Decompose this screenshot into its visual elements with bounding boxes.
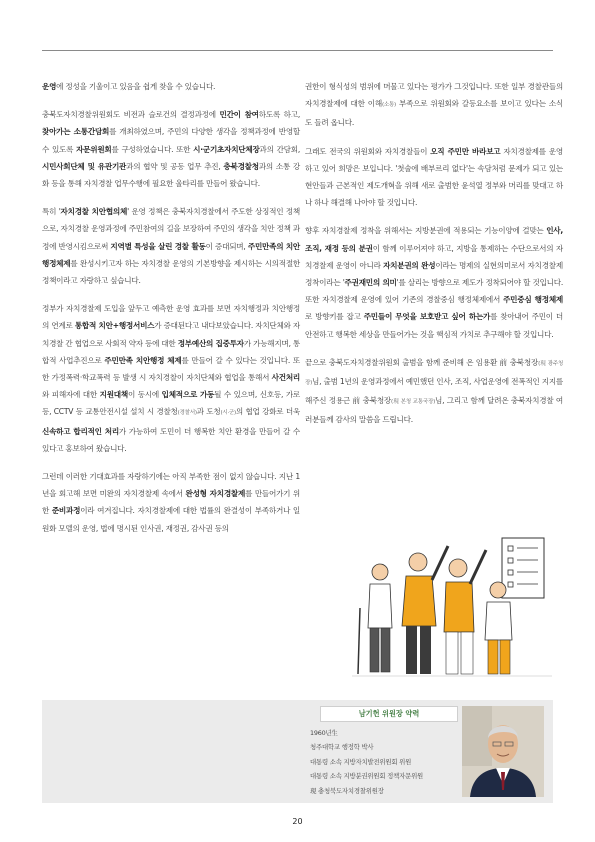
header-rule [42,50,553,51]
community-illustration [352,528,562,688]
page-number: 20 [292,817,303,826]
elder-person-icon [358,564,392,674]
right-paragraph-3: 향후 자치경찰제 정착을 위해서는 지방분권에 적용되는 기능이양에 걸맞는 인사, 조직, 재정 등의 분권이 함께 이루어져야 하고, 지방을 통제하는 수단으로서의 자치경찰제 운영이 아니라 자치분권의 완성이라는 명제의 실현의미로서 자치경찰제 정착이라는 '주권재민의 의미'를 살리는 방향으로 제도가 정착되어야 할 것입니다. 또한 자치경찰제 운영에 있어 기존의 경찰중심 행정체제에서 주민중심 행정체제로 방향키를 잡고 주민들이 무엇을 보호받고 싶어 하는가를 찾아내어 주민이 더 안전하고 행복한 세상을 만들어가는 것을 핵심적 가치로 추구해야 할 것입니다. [305,226,563,339]
right-paragraph-2: 그래도 전국의 위원회와 자치경찰들이 오직 주민만 바라보고 자치경찰제를 운영하고 있어 희망은 보입니다. '첫술에 배부르리 없다'는 속담처럼 문제가 되고 있는 현안들과 근본적인 제도개혁을 위해 새로 출범한 윤석열 정부와 머리를 맞대고 하나 하나 해결해 나아야 할 것입니다. [305,146,563,208]
profile-title: 남기헌 위원장 약력 [320,706,458,722]
portrait-person-icon [462,706,544,797]
person-yellow-icon [402,546,448,674]
left-paragraph-4: 정부가 자치경찰제 도입을 앞두고 예측한 운영 효과를 보면 자치행정과 치안행정의 연계로 통합적 치안+행정서비스가 증대된다고 내다보았습니다. 자치단체와 자치경찰 간 협업으로 사회적 약자 등에 대한 정부예산의 집중투자가 가능해지며, 통합적 사업추진으로 주민만족 치안행정 체제를 만들어 갈 수 있다는 것입니다. 또한 가정폭력·학교폭력 등 발생 시 자치경찰이 자치단체와 협업을 통해서 사건처리와 피해자에 대한 지원대책이 동시에 입체적으로 가동될 수 있으며, 신호등, 가로등, CCTV 등 교통안전시설 설치 시 경찰청(경찰서)과 도청(시·군)의 협업 강화로 더욱 신속하고 합리적인 처리가 가능하여 도민이 더 행복한 치안 환경을 만들어 갈 수 있다고 홍보하여 왔습니다. [42,304,301,453]
profile-line: 대통령 소속 지방자치발전위원회 위원 [310,757,412,766]
left-paragraph-3: 특히 '자치경찰 치안협의체' 운영 정책은 충북자치경찰에서 주도한 상징적인 정책으로, 자치경찰 운영과정에 주민참여의 길을 보장하여 주민의 생각을 치안 정책 과정에 반영시킴으로써 지역별 특성을 살린 경찰 활동이 증대되며, 주민만족의 치안 행정체제를 완성시키고자 하는 자치경찰 운영의 기본방향을 제시하는 시의적절한 정책이라고 자랑하고 싶습니다. [42,207,301,286]
profile-line: 청주대학교 행정학 박사 [310,743,374,752]
left-paragraph-5: 그런데 이러한 기대효과를 자랑하기에는 아직 부족한 점이 없지 않습니다. 지난 1년을 회고해 보면 미완의 자치경찰제 속에서 완성형 자치경찰제를 만들어가기 위한 준비과정이라 여겨집니다. 자치경찰제에 대한 법률의 완결성이 부족하거나 일원화 모델의 운영, 법에 명시된 인사권, 재정권, 감사권 등의 [42,472,300,533]
left-paragraph-1: 운영에 정성을 기울이고 있음을 쉽게 찾을 수 있습니다. [42,82,216,91]
profile-line: 대통령 소속 지방분권위원회 정책자문위원 [310,772,424,781]
profile-box [42,700,553,803]
profile-line: 1960년生 [310,729,338,737]
person-orange-icon [444,550,486,674]
left-paragraph-2: 충북도자치경찰위원회도 비전과 슬로건의 결정과정에 민간이 참여하도록 하고, 찾아가는 소통간담회를 개최하였으며, 주민의 다양한 생각을 정책과정에 반영할 수 있도록 자문위원회를 구성하였습니다. 또한 시·군기초자치단체장과의 간담회, 시민사회단체 및 유관기관과의 협약 및 공동 업무 추진, 충북경찰청과의 소통 강화 등을 통해 자치경찰 업무수행에 필요한 울타리를 만들어 왔습니다. [42,110,301,189]
right-paragraph-4: 끝으로 충북도자치경찰위원회 출범을 함께 준비해 온 임용환 前 충북청장(現 광주청장)님, 출범 1년의 운영과정에서 예민했던 인사, 조직, 사업운영에 전폭적인 지지를 해주신 정용근 前 충북청장(現 본청 교통국장)님, 그리고 함께 달려온 충북자치경찰 여러분들께 감사의 말씀을 드립니다. [305,357,564,425]
left-column [42,78,300,548]
profile-line: 現 충청북도자치경찰위원장 [310,786,384,795]
profile-details [310,726,423,798]
portrait-photo [462,706,544,797]
checklist-icon [502,538,544,598]
right-column [305,78,563,440]
right-paragraph-1: 권한이 형식성의 범위에 머물고 있다는 평가가 그것입니다. 또한 일부 경찰관들의 자치경찰제에 대한 이해(소통) 부족으로 위원회와 갈등요소를 보이고 있다는 소식도 들려 옵니다. [305,82,564,128]
